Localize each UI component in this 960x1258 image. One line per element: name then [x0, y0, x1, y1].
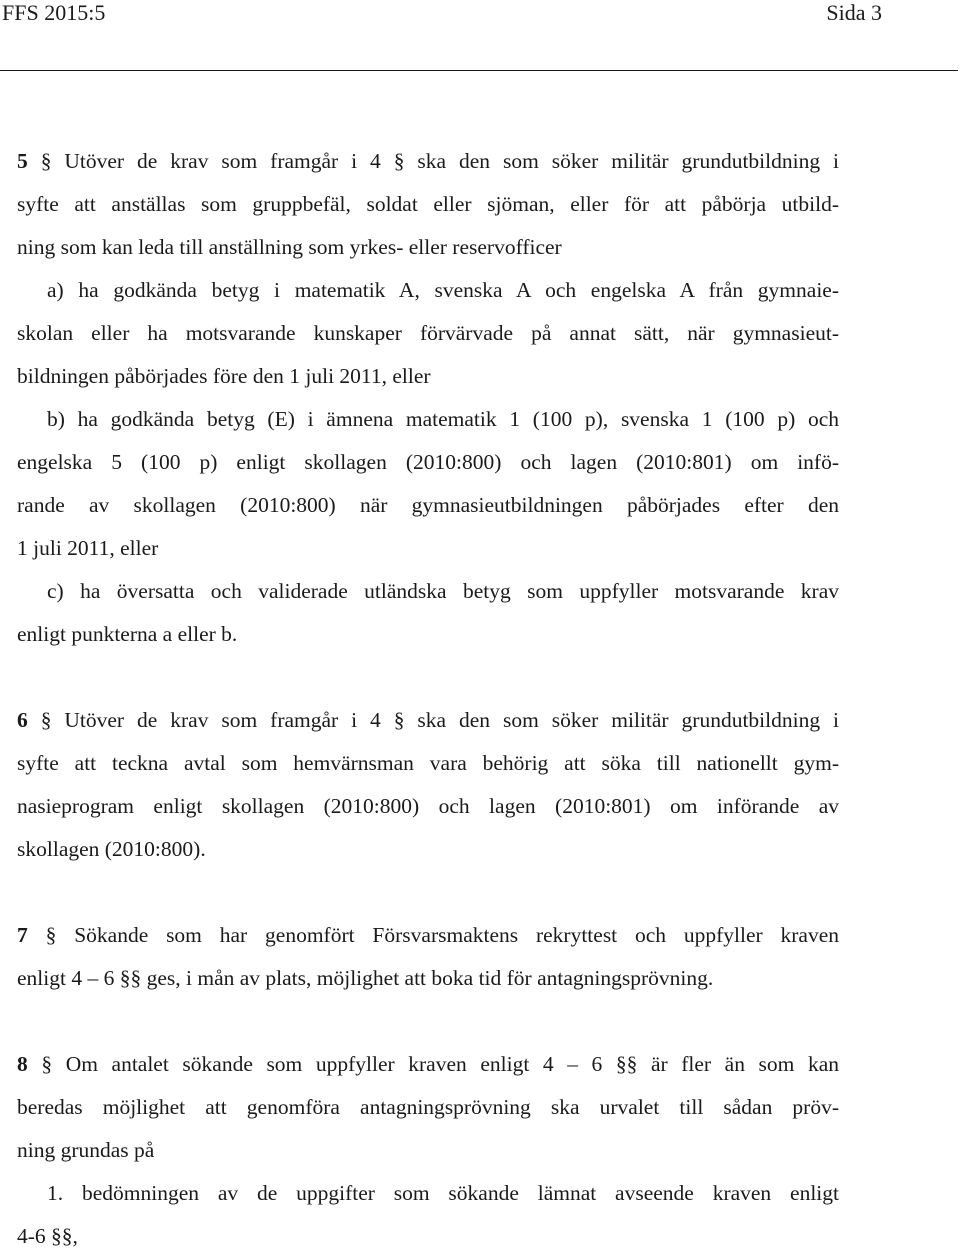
text-line: [17, 183, 839, 226]
text-line: [17, 914, 839, 957]
section-6: [17, 699, 839, 871]
section-number: 6: [17, 708, 28, 732]
section-gap: [17, 1000, 839, 1043]
text-line: [17, 226, 839, 269]
line-text: a) ha godkända betyg i matematik A, svenska A och engelska A från gymnaie-: [47, 278, 839, 302]
paragraph-sign: §: [40, 149, 52, 173]
line-text: syfte att anställas som gruppbefäl, soldat eller sjöman, eller för att påbörja utbild-: [17, 192, 839, 216]
text-line: [17, 957, 839, 1000]
line-text: skollagen (2010:800).: [17, 837, 206, 861]
line-text: syfte att teckna avtal som hemvärnsman vara behörig att söka till nationellt gym-: [17, 751, 839, 775]
text-line: [17, 398, 839, 441]
text-line: [17, 527, 839, 570]
line-text: 1 juli 2011, eller: [17, 536, 159, 560]
text-line: [17, 484, 839, 527]
text-line: [17, 742, 839, 785]
line-text: 1. bedömningen av de uppgifter som sökande lämnat avseende kraven enligt: [47, 1181, 839, 1205]
line-text: Utöver de krav som framgår i 4 § ska den som söker militär grundutbildning i: [64, 149, 839, 173]
text-line: [17, 1215, 839, 1258]
section-gap: [17, 656, 839, 699]
section-gap: [17, 871, 839, 914]
text-line: [17, 269, 839, 312]
text-line: [17, 1043, 839, 1086]
document-reference: FFS 2015:5: [2, 0, 106, 25]
line-text: beredas möjlighet att genomföra antagningsprövning ska urvalet till sådan pröv-: [17, 1095, 839, 1119]
section-8: [17, 1043, 839, 1258]
section-number: 8: [17, 1052, 28, 1076]
line-text: Om antalet sökande som uppfyller kraven enligt 4 – 6 §§ är fler än som kan: [65, 1052, 839, 1076]
line-text: b) ha godkända betyg (E) i ämnena matematik 1 (100 p), svenska 1 (100 p) och: [47, 407, 839, 431]
section-number: 7: [17, 923, 28, 947]
line-text: nasieprogram enligt skollagen (2010:800) och lagen (2010:801) om införande av: [17, 794, 839, 818]
text-line: [17, 699, 839, 742]
text-line: [17, 441, 839, 484]
text-line: [17, 613, 839, 656]
line-text: Sökande som har genomfört Försvarsmaktens rekryttest och uppfyller kraven: [74, 923, 839, 947]
paragraph-sign: §: [40, 708, 52, 732]
text-line: [17, 140, 839, 183]
line-text: c) ha översatta och validerade utländska betyg som uppfyller motsvarande krav: [47, 579, 839, 603]
line-text: bildningen påbörjades före den 1 juli 2011, eller: [17, 364, 431, 388]
page-number: Sida 3: [826, 0, 882, 25]
line-text: engelska 5 (100 p) enligt skollagen (2010:800) och lagen (2010:801) om infö-: [17, 450, 839, 474]
text-line: [17, 1129, 839, 1172]
line-text: enligt 4 – 6 §§ ges, i mån av plats, möjlighet att boka tid för antagningsprövning.: [17, 966, 714, 990]
line-text: 4-6 §§,: [17, 1224, 78, 1248]
line-text: skolan eller ha motsvarande kunskaper förvärvade på annat sätt, när gymnasieut-: [17, 321, 839, 345]
line-text: rande av skollagen (2010:800) när gymnasieutbildningen påbörjades efter den: [17, 493, 839, 517]
paragraph-sign: §: [41, 1052, 53, 1076]
section-5: [17, 140, 839, 656]
text-line: [17, 355, 839, 398]
page-header: [0, 0, 960, 30]
text-line: [17, 1086, 839, 1129]
document-body: [17, 140, 839, 1258]
text-line: [17, 828, 839, 871]
text-line: [17, 312, 839, 355]
line-text: ning som kan leda till anställning som yrkes- eller reservofficer: [17, 235, 562, 259]
header-rule: [0, 70, 958, 71]
line-text: ning grundas på: [17, 1138, 155, 1162]
text-line: [17, 570, 839, 613]
text-line: [17, 785, 839, 828]
section-7: [17, 914, 839, 1000]
section-number: 5: [17, 149, 28, 173]
text-line: [17, 1172, 839, 1215]
line-text: enligt punkterna a eller b.: [17, 622, 238, 646]
line-text: Utöver de krav som framgår i 4 § ska den som söker militär grundutbildning i: [64, 708, 839, 732]
paragraph-sign: §: [45, 923, 57, 947]
